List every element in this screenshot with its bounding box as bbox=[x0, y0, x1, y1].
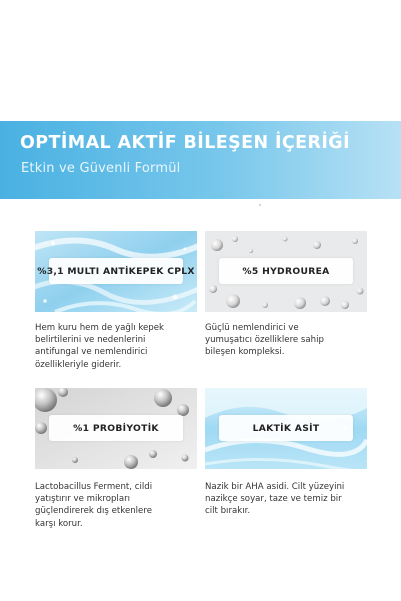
banner-title: OPTİMAL AKTİF BİLEŞEN İÇERİĞİ bbox=[20, 133, 350, 153]
description-line: Lactobacillus Ferment, cildi bbox=[35, 482, 153, 492]
description-line: Güçlü nemlendirici ve bbox=[205, 323, 299, 333]
ingredient-card-probiyotik bbox=[35, 388, 197, 469]
ingredient-description bbox=[205, 481, 370, 518]
description-line: karşı korur. bbox=[35, 518, 83, 529]
description-line: belirtilerini ve nedenlerini bbox=[35, 335, 146, 346]
banner-subtitle: Etkin ve Güvenli Formül bbox=[21, 161, 181, 176]
description-line: özellikleriyle giderir. bbox=[35, 359, 122, 370]
description-line: antifungal ve nemlendirici bbox=[35, 347, 148, 358]
description-line: bileşen kompleksi. bbox=[205, 347, 285, 358]
ingredient-card-laktik-asit bbox=[205, 388, 367, 469]
description-line: nazikçe soyar, taze ve temiz bir bbox=[205, 494, 342, 505]
ingredient-label: %3,1 MULTI ANTİKEPEK CPLX bbox=[49, 258, 183, 284]
ingredient-label: %5 HYDROUREA bbox=[219, 258, 353, 284]
ingredient-card-hydrourea bbox=[205, 231, 367, 312]
ingredient-label: %1 PROBİYOTİK bbox=[49, 415, 183, 441]
ingredient-description bbox=[35, 481, 200, 530]
description-line: Hem kuru hem de yağlı kepek bbox=[35, 323, 165, 333]
description-line: cilt bırakır. bbox=[205, 506, 251, 517]
ingredient-description bbox=[35, 322, 200, 371]
description-line: güçlendirerek dış etkenlere bbox=[35, 506, 152, 517]
ingredient-description bbox=[205, 322, 370, 359]
description-line: yumuşatıcı özelliklere sahip bbox=[205, 335, 324, 346]
description-line: yatıştırır ve mikropları bbox=[35, 494, 131, 505]
description-line: Nazik bir AHA asidi. Cilt yüzeyini bbox=[205, 482, 345, 492]
decorative-dot bbox=[259, 204, 261, 206]
ingredient-label: LAKTİK ASİT bbox=[219, 415, 353, 441]
header-banner bbox=[0, 121, 401, 199]
ingredient-card-antikepek bbox=[35, 231, 197, 312]
